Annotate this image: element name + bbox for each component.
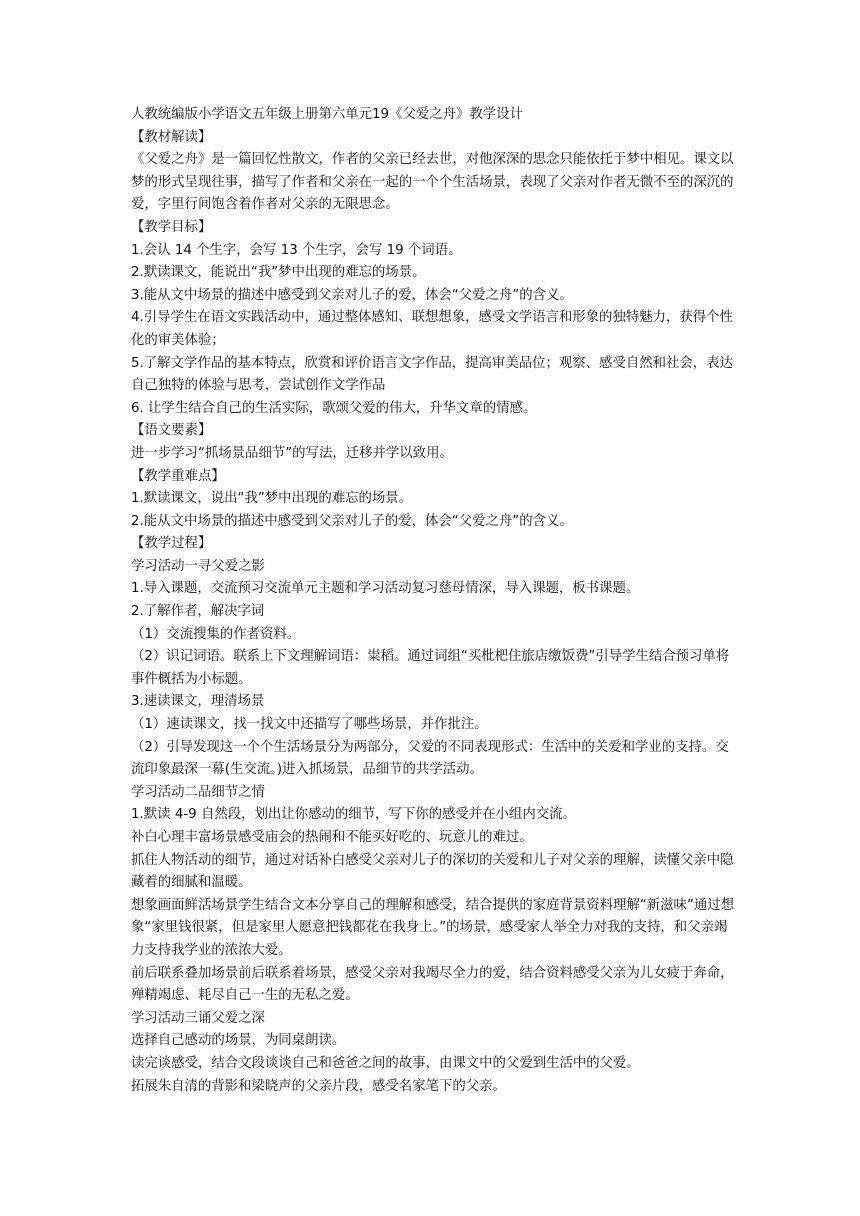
goal-item-4: 4.引导学生在语文实践活动中，通过整体感知、联想想象，感受文学语言和形象的独特魅力，获得个性化的审美体验； bbox=[131, 310, 733, 348]
paragraph-textbook-intro: 《父爱之舟》是一篇回忆性散文，作者的父亲已经去世，对他深深的思念只能依托于梦中相见。课文以梦的形式呈现往事，描写了作者和父亲在一起的一个个生活场景，表现了父亲对作者无微不至的深沉的爱，字里行间饱含着作者对父亲的无限思念。 bbox=[131, 152, 734, 213]
activity-1-step-2: 2.了解作者，解决字词 bbox=[131, 604, 265, 620]
activity-2-paragraph-1: 补白心理丰富场景感受庙会的热闹和不能买好吃的、玩意儿的难过。 bbox=[131, 830, 533, 845]
activity-3-paragraph-2: 读完谈感受，结合文段谈谈自己和爸爸之间的故事，由课文中的父爱到生活中的父爱。 bbox=[131, 1055, 640, 1071]
section-heading-language-elements: 【语文要素】 bbox=[131, 423, 212, 439]
document-title: 人教统编版小学语文五年级上册第六单元19《父爱之舟》教学设计 bbox=[131, 107, 523, 122]
paragraph-language-elements: 进一步学习“抓场景品细节”的写法，迁移并学以致用。 bbox=[131, 445, 453, 461]
document-body bbox=[131, 104, 735, 1098]
key-point-1: 1.默读课文，说出“我”梦中出现的难忘的场景。 bbox=[131, 491, 413, 507]
goal-item-6: 6. 让学生结合自己的生活实际，歌颂父爱的伟大，升华文章的情感。 bbox=[131, 400, 537, 416]
activity-1-step-3: 3.速读课文，理清场景 bbox=[131, 694, 265, 710]
activity-1-step-3-a: （1）速读课文，找一找文中还描写了哪些场景，并作批注。 bbox=[131, 717, 488, 733]
section-heading-goals: 【教学目标】 bbox=[131, 219, 212, 235]
activity-1-title: 学习活动一寻父爱之影 bbox=[131, 558, 265, 574]
activity-2-paragraph-2: 抓住人物活动的细节，通过对话补白感受父亲对儿子的深切的关爱和儿子对父亲的理解，读懂父亲中隐藏着的细腻和温暖。 bbox=[131, 852, 734, 891]
activity-2-title: 学习活动二品细节之情 bbox=[131, 784, 265, 800]
activity-2-paragraph-4: 前后联系叠加场景前后联系着场景，感受父亲对我竭尽全力的爱，结合资料感受父亲为儿女疲于奔命，殚精竭虑、耗尽自己一生的无私之爱。 bbox=[131, 965, 734, 1004]
section-heading-process: 【教学过程】 bbox=[131, 536, 212, 552]
key-point-2: 2.能从文中场景的描述中感受到父亲对儿子的爱，体会“父爱之舟”的含义。 bbox=[131, 513, 573, 529]
activity-1-step-2-b: （2）识记词语。联系上下文理解词语：粜稻。通过词组“买枇杷住旅店缴饭费”引导学生结合预习单将事件概括为小标题。 bbox=[131, 649, 730, 687]
activity-2-paragraph-3: 想象画面鲜活场景学生结合文本分享自己的理解和感受，结合提供的家庭背景资料理解“新滋味”通过想象“家里钱很紧，但是家里人愿意把钱都花在我身上。”的场景，感受家人举全力对我的支持，和父亲竭力支持我学业的浓浓大爱。 bbox=[131, 897, 735, 958]
activity-1-step-1: 1.导入课题，交流预习交流单元主题和学习活动复习慈母情深，导入课题，板书课题。 bbox=[131, 581, 640, 597]
goal-item-2: 2.默读课文，能说出“我”梦中出现的难忘的场景。 bbox=[131, 265, 426, 281]
activity-3-paragraph-1: 选择自己感动的场景，为同桌朗读。 bbox=[131, 1033, 346, 1049]
activity-2-step-1: 1.默读 4-9 自然段，划出让你感动的细节，写下你的感受并在小组内交流。 bbox=[131, 807, 576, 823]
activity-3-paragraph-3: 拓展朱自清的背影和梁晓声的父亲片段，感受名家笔下的父亲。 bbox=[131, 1078, 506, 1094]
goal-item-5: 5.了解文学作品的基本特点，欣赏和评价语言文字作品，提高审美品位；观察、感受自然和社会，表达自己独特的体验与思考，尝试创作文学作品 bbox=[131, 355, 733, 394]
activity-3-title: 学习活动三诵父爱之深 bbox=[131, 1010, 265, 1026]
section-heading-key-points: 【教学重难点】 bbox=[131, 468, 225, 484]
activity-1-step-3-b: （2）引导发现这一个个生活场景分为两部分，父爱的不同表现形式：生活中的关爱和学业的支持。交流印象最深一幕(生交流。)进入抓场景，品细节的共学活动。 bbox=[131, 739, 729, 778]
activity-1-step-2-a: （1）交流搜集的作者资料。 bbox=[131, 626, 301, 642]
section-heading-textbook: 【教材解读】 bbox=[131, 129, 212, 145]
goal-item-1: 1.会认 14 个生字，会写 13 个生字，会写 19 个词语。 bbox=[131, 242, 462, 258]
goal-item-3: 3.能从文中场景的描述中感受到父亲对儿子的爱，体会“父爱之舟”的含义。 bbox=[131, 287, 573, 303]
